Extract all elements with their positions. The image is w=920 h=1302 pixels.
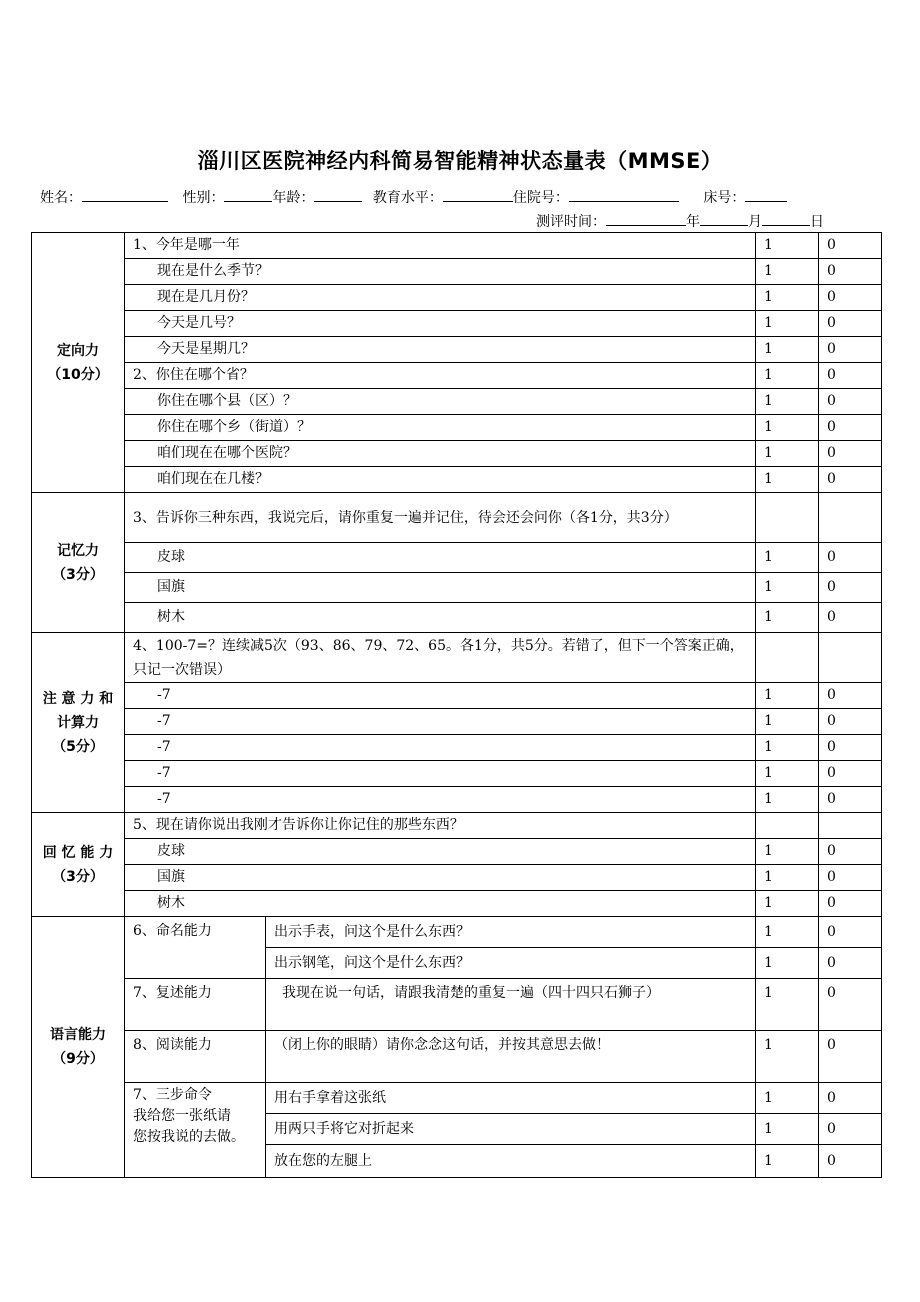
- score-correct[interactable]: 1: [756, 259, 819, 285]
- score-correct[interactable]: 1: [756, 948, 819, 979]
- score-wrong[interactable]: 0: [819, 917, 882, 948]
- score-wrong[interactable]: 0: [819, 761, 882, 787]
- table-row: [32, 441, 882, 467]
- score-wrong[interactable]: 0: [819, 389, 882, 415]
- day-label: 日: [810, 214, 824, 230]
- question-text: 咱们现在在哪个医院？: [125, 441, 756, 467]
- category-points: （5分）: [52, 738, 104, 755]
- education-field[interactable]: [443, 187, 513, 202]
- category-name: 回 忆 能 力: [42, 844, 114, 861]
- age-label: 年龄：: [272, 190, 315, 206]
- table-row: [32, 311, 882, 337]
- table-row: [32, 493, 882, 543]
- score-wrong[interactable]: 0: [819, 573, 882, 603]
- question-text: 你住在哪个县（区）？: [125, 389, 756, 415]
- score-wrong[interactable]: 0: [819, 1114, 882, 1145]
- age-field[interactable]: [314, 187, 362, 202]
- repeat-label: 7、复述能力: [125, 979, 266, 1031]
- score-correct[interactable]: 1: [756, 1114, 819, 1145]
- question-text: 出示手表，问这个是什么东西？: [266, 917, 756, 948]
- name-label: 姓名：: [40, 190, 82, 206]
- score-correct[interactable]: 1: [756, 573, 819, 603]
- category-points: （10分）: [47, 366, 109, 383]
- score-correct[interactable]: 1: [756, 891, 819, 917]
- question-text: 树木: [125, 603, 756, 633]
- question-text: 树木: [125, 891, 756, 917]
- category-name: 语言能力: [50, 1027, 106, 1043]
- instruction-text: 4、100-7=？连续减5次（93、86、79、72、65。各1分，共5分。若错了，但下一个答案正确，只记一次错误）: [125, 633, 756, 683]
- question-text: （闭上你的眼睛）请你念念这句话，并按其意思去做！: [266, 1031, 756, 1083]
- score-correct[interactable]: 1: [756, 603, 819, 633]
- table-row: [32, 363, 882, 389]
- table-row: [32, 233, 882, 259]
- mmse-table: [31, 232, 882, 1178]
- question-text: 你住在哪个乡（街道）？: [125, 415, 756, 441]
- score-wrong[interactable]: 0: [819, 467, 882, 493]
- command-label: [125, 1083, 266, 1178]
- score-wrong[interactable]: 0: [819, 603, 882, 633]
- score-correct[interactable]: 1: [756, 683, 819, 709]
- question-text: 皮球: [125, 839, 756, 865]
- command-label-line: 7、三步命令: [133, 1087, 212, 1103]
- score-correct[interactable]: 1: [756, 917, 819, 948]
- table-row: [32, 813, 882, 839]
- test-day-field[interactable]: [762, 211, 810, 226]
- test-time-line: [536, 211, 824, 231]
- score-correct[interactable]: 1: [756, 389, 819, 415]
- score-empty: [756, 633, 819, 683]
- table-row: [32, 891, 882, 917]
- score-wrong[interactable]: 0: [819, 415, 882, 441]
- table-row: [32, 839, 882, 865]
- category-name: 记忆力: [57, 542, 99, 559]
- score-wrong[interactable]: 0: [819, 891, 882, 917]
- naming-label: 6、命名能力: [125, 917, 266, 979]
- table-row: [32, 917, 882, 948]
- sex-label: 性别：: [182, 190, 225, 206]
- category-points: （3分）: [52, 868, 104, 885]
- category-points: （3分）: [52, 566, 104, 583]
- score-wrong[interactable]: 0: [819, 839, 882, 865]
- question-text: 1、今年是哪一年: [125, 233, 756, 259]
- score-wrong[interactable]: 0: [819, 543, 882, 573]
- table-row: [32, 865, 882, 891]
- score-correct[interactable]: 1: [756, 1031, 819, 1083]
- score-correct[interactable]: 1: [756, 865, 819, 891]
- test-time-label: 测评时间：: [536, 214, 606, 230]
- table-row: [32, 1031, 882, 1083]
- score-correct[interactable]: 1: [756, 839, 819, 865]
- category-language: [32, 917, 125, 1178]
- score-wrong[interactable]: 0: [819, 735, 882, 761]
- table-row: [32, 543, 882, 573]
- category-points: （9分）: [52, 1051, 104, 1067]
- question-text: -7: [125, 761, 756, 787]
- table-row: [32, 1083, 882, 1114]
- score-wrong[interactable]: 0: [819, 337, 882, 363]
- category-name: 定向力: [57, 342, 99, 359]
- score-correct[interactable]: 1: [756, 1145, 819, 1178]
- month-label: 月: [748, 214, 762, 230]
- table-row: [32, 735, 882, 761]
- score-empty: [819, 813, 882, 839]
- question-text: 现在是什么季节？: [125, 259, 756, 285]
- table-row: [32, 603, 882, 633]
- score-correct[interactable]: 1: [756, 363, 819, 389]
- score-correct[interactable]: 1: [756, 233, 819, 259]
- table-row: [32, 337, 882, 363]
- score-wrong[interactable]: 0: [819, 683, 882, 709]
- bed-field[interactable]: [745, 187, 787, 202]
- score-wrong[interactable]: 0: [819, 709, 882, 735]
- bed-label: 床号：: [703, 190, 746, 206]
- reading-label: 8、阅读能力: [125, 1031, 266, 1083]
- table-row: [32, 633, 882, 683]
- category-orientation: [32, 233, 125, 493]
- score-wrong[interactable]: 0: [819, 441, 882, 467]
- table-row: [32, 979, 882, 1031]
- table-row: [32, 259, 882, 285]
- score-empty: [756, 493, 819, 543]
- command-label-line: 您按我说的去做。: [133, 1129, 245, 1145]
- year-label: 年: [686, 214, 700, 230]
- question-text: 现在是几月份？: [125, 285, 756, 311]
- score-empty: [819, 493, 882, 543]
- question-text: 皮球: [125, 543, 756, 573]
- score-correct[interactable]: 1: [756, 415, 819, 441]
- table-row: [32, 709, 882, 735]
- question-text: -7: [125, 683, 756, 709]
- score-correct[interactable]: 1: [756, 467, 819, 493]
- question-text: 用右手拿着这张纸: [266, 1083, 756, 1114]
- score-correct[interactable]: 1: [756, 311, 819, 337]
- test-month-field[interactable]: [700, 211, 748, 226]
- score-empty: [819, 633, 882, 683]
- question-text: 今天是星期几？: [125, 337, 756, 363]
- score-wrong[interactable]: 0: [819, 787, 882, 813]
- score-correct[interactable]: 1: [756, 761, 819, 787]
- table-row: [32, 573, 882, 603]
- question-text: 放在您的左腿上: [266, 1145, 756, 1178]
- score-correct[interactable]: 1: [756, 979, 819, 1031]
- score-correct[interactable]: 1: [756, 285, 819, 311]
- patient-info-line: [40, 187, 787, 207]
- table-row: [32, 389, 882, 415]
- question-text: -7: [125, 709, 756, 735]
- score-wrong[interactable]: 0: [819, 259, 882, 285]
- sex-field[interactable]: [224, 187, 272, 202]
- category-recall: [32, 813, 125, 917]
- score-wrong[interactable]: 0: [819, 1083, 882, 1114]
- instruction-text: 5、现在请你说出我刚才告诉你让你记住的那些东西？: [125, 813, 756, 839]
- category-name: 注 意 力 和: [42, 690, 114, 707]
- table-row: [32, 467, 882, 493]
- question-text: 国旗: [125, 865, 756, 891]
- table-row: [32, 285, 882, 311]
- score-wrong[interactable]: 0: [819, 233, 882, 259]
- category-memory: [32, 493, 125, 633]
- name-field[interactable]: [82, 187, 168, 202]
- question-text: 出示钢笔，问这个是什么东西？: [266, 948, 756, 979]
- question-text: 2、你住在哪个省？: [125, 363, 756, 389]
- question-text: 我现在说一句话，请跟我清楚的重复一遍（四十四只石狮子）: [266, 979, 756, 1031]
- question-text: 今天是几号？: [125, 311, 756, 337]
- score-correct[interactable]: 1: [756, 787, 819, 813]
- table-row: [32, 415, 882, 441]
- question-text: 咱们现在在几楼？: [125, 467, 756, 493]
- score-correct[interactable]: 1: [756, 1083, 819, 1114]
- score-wrong[interactable]: 0: [819, 948, 882, 979]
- score-wrong[interactable]: 0: [819, 865, 882, 891]
- question-text: -7: [125, 787, 756, 813]
- score-wrong[interactable]: 0: [819, 1145, 882, 1178]
- admission-number-field[interactable]: [569, 187, 679, 202]
- score-correct[interactable]: 1: [756, 543, 819, 573]
- command-label-line: 我给您一张纸请: [133, 1108, 231, 1124]
- page-title: 淄川区医院神经内科简易智能精神状态量表（MMSE）: [197, 149, 723, 173]
- score-wrong[interactable]: 0: [819, 979, 882, 1031]
- admission-number-label: 住院号：: [512, 190, 569, 206]
- score-wrong[interactable]: 0: [819, 363, 882, 389]
- question-text: 用两只手将它对折起来: [266, 1114, 756, 1145]
- score-correct[interactable]: 1: [756, 441, 819, 467]
- table-row: [32, 787, 882, 813]
- category-name: 计算力: [57, 714, 99, 731]
- education-label: 教育水平：: [372, 190, 443, 206]
- test-year-field[interactable]: [606, 211, 686, 226]
- score-wrong[interactable]: 0: [819, 285, 882, 311]
- table-row: [32, 761, 882, 787]
- category-attention: [32, 633, 125, 813]
- score-correct[interactable]: 1: [756, 735, 819, 761]
- score-correct[interactable]: 1: [756, 709, 819, 735]
- score-wrong[interactable]: 0: [819, 1031, 882, 1083]
- table-row: [32, 683, 882, 709]
- score-wrong[interactable]: 0: [819, 311, 882, 337]
- instruction-text: 3、告诉你三种东西，我说完后，请你重复一遍并记住，待会还会问你（各1分，共3分）: [125, 493, 756, 543]
- score-correct[interactable]: 1: [756, 337, 819, 363]
- question-text: 国旗: [125, 573, 756, 603]
- question-text: -7: [125, 735, 756, 761]
- score-empty: [756, 813, 819, 839]
